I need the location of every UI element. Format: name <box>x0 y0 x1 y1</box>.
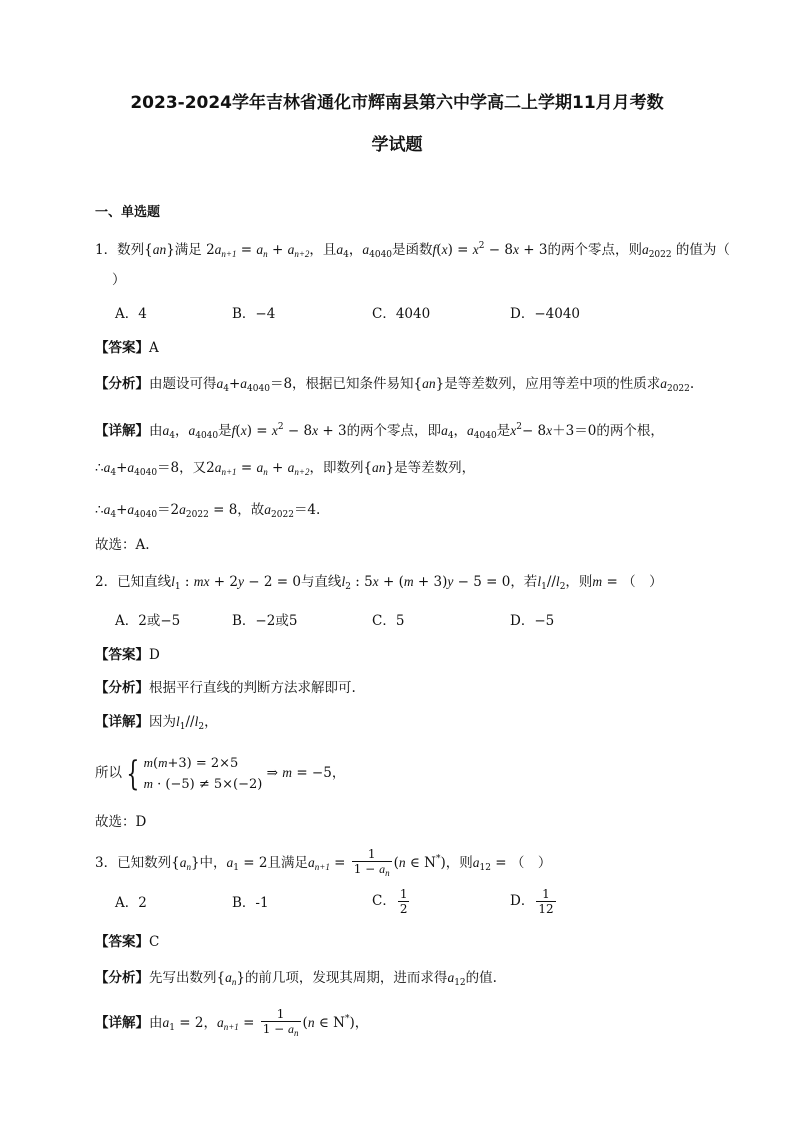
q1-choose: 故选：A. <box>95 537 150 553</box>
doc-title-line2: 学试题 <box>371 135 423 155</box>
q2-detail: 【详解】因为$l_1//l_2$， <box>95 714 218 732</box>
q2-option-d: D．−5 <box>510 613 555 629</box>
q2-choose: 故选：D <box>95 814 147 830</box>
q2-option-c: C．5 <box>372 613 405 629</box>
q1-detail: 【详解】由$a_4$，$a_{4040}$是$f(x) = x^2 - 8x + 3$的两个零点，即$a_4$，$a_{4040}$是$x^2- 8x+3=0$的两个根， <box>95 422 664 441</box>
q2-answer: 【答案】D <box>95 647 160 663</box>
doc-title-line1: 2023-2024学年吉林省通化市辉南县第六中学高二上学期11月月考数 <box>130 93 664 113</box>
q2-option-b: B．−2或5 <box>232 613 298 629</box>
q1-option-b: B．−4 <box>232 306 276 322</box>
q3-option-c: C． $\frac{1}{2}$ <box>372 887 408 916</box>
q1-option-d: D．−4040 <box>510 306 580 322</box>
q2-analysis: 【分析】根据平行直线的判断方法求解即可. <box>95 680 356 696</box>
q2-system: 所以 { m(m+3) = 2×5 m · (−5) ≠ 5×(−2) ⇒ m = −5， <box>95 753 346 794</box>
q3-detail: 【详解】由$a_1 = 2$，$a_{n+1}$ = $\frac{1}{1 - a_n}$ (n ∈ N*)， <box>95 1007 369 1038</box>
q2-stem: 2．已知直线$l_1$ : mx + 2y − 2 = 0与直线$l_2$ : 5x + (m + 3)y − 5 = 0，若$l_1//l_2$，则m = （ ） <box>95 574 663 592</box>
q1-option-a: A．4 <box>115 306 147 322</box>
q3-answer: 【答案】C <box>95 934 160 950</box>
q3-option-b: B．-1 <box>232 895 269 911</box>
q3-analysis: 【分析】先写出数列$\{a_n\}$的前几项，发现其周期，进而求得$a_{12}$的值. <box>95 970 497 988</box>
q3-option-a: A．2 <box>115 895 147 911</box>
q3-option-d: D． $\frac{1}{12}$ <box>510 887 554 916</box>
q1-detail-line3: $\therefore a_4+a_{4040}=2a_{2022} = 8$，故$a_{2022}=4$. <box>95 502 321 520</box>
q1-answer: 【答案】A <box>95 340 159 356</box>
q1-analysis: 【分析】由题设可得$a_4+a_{4040}=8$，根据已知条件易知{an}是等差数列，应用等差中项的性质求$a_{2022}$. <box>95 376 695 394</box>
q2-option-a: A．2或−5 <box>115 613 181 629</box>
q1-stem: 1．数列{an}满足 $2a_{n+1} = a_n + a_{n+2}$，且$a_4$，$a_{4040}$是函数$f(x) = x^2 - 8x + 3$的两个零点，则$a_{2022}$ 的值为（ <box>95 241 730 260</box>
q1-option-c: C．4040 <box>372 306 431 322</box>
q3-stem: 3．已知数列$\{a_n\}$中，$a_1 = 2$且满足$a_{n+1}$ = $\frac{1}{1 - a_n}$ (n ∈ N*)，则$a_{12}$ = （ ） <box>95 847 552 878</box>
q1-detail-line2: $\therefore a_4+a_{4040}=8$，又$2a_{n+1} = a_n + a_{n+2}$，即数列{an}是等差数列， <box>95 460 476 478</box>
section-heading: 一、单选题 <box>95 205 161 220</box>
q1-stem-close: ） <box>112 272 126 288</box>
